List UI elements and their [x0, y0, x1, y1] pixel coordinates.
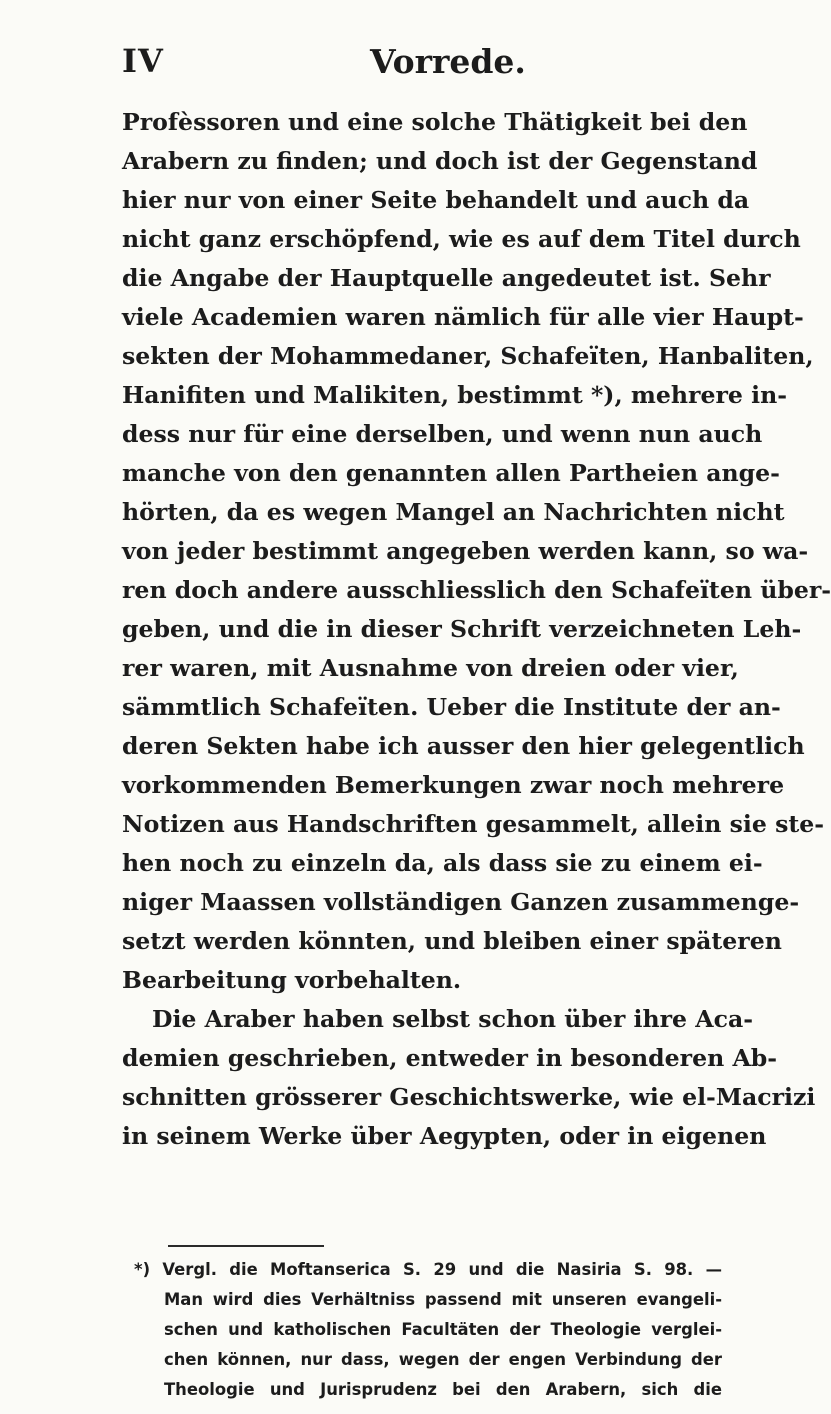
text-line: ren doch andere ausschliesslich den Schafeïten über-	[122, 576, 831, 604]
text-line: in seinem Werke über Aegypten, oder in eigenen	[122, 1122, 767, 1150]
text-line: rer waren, mit Ausnahme von dreien oder vier,	[122, 654, 739, 682]
text-line: hörten, da es wegen Mangel an Nachrichten nicht	[122, 498, 785, 526]
text-line: demien geschrieben, entweder in besonderen Ab-	[122, 1044, 778, 1072]
footnote-block	[122, 1255, 722, 1405]
footnote-divider	[168, 1245, 324, 1247]
text-line: niger Maassen vollständigen Ganzen zusammenge-	[122, 888, 800, 916]
footnote-line: schen und katholischen Facultäten der Theologie verglei-	[164, 1320, 722, 1339]
text-line: Notizen aus Handschriften gesammelt, allein sie ste-	[122, 810, 825, 838]
text-line: vorkommenden Bemerkungen zwar noch mehrere	[122, 771, 785, 799]
text-line: manche von den genannten allen Partheien ange-	[122, 459, 780, 487]
text-line: deren Sekten habe ich ausser den hier gelegentlich	[122, 732, 805, 760]
page-number: IV	[122, 42, 164, 80]
text-line: Arabern zu finden; und doch ist der Gegenstand	[122, 147, 758, 175]
main-text-block	[122, 103, 831, 1156]
footnote-line: Theologie und Jurisprudenz bei den Arabern, sich die	[164, 1380, 722, 1399]
text-line: Bearbeitung vorbehalten.	[122, 966, 462, 994]
text-line: viele Academien waren nämlich für alle vier Haupt-	[122, 303, 804, 331]
text-line: Profèssoren und eine solche Thätigkeit bei den	[122, 108, 748, 136]
footnote-line: chen können, nur dass, wegen der engen Verbindung der	[164, 1350, 722, 1369]
footnote-line: Man wird dies Verhältniss passend mit unseren evangeli-	[164, 1290, 722, 1309]
text-line: Hanifiten und Malikiten, bestimmt *), mehrere in-	[122, 381, 788, 409]
text-line: die Angabe der Hauptquelle angedeutet ist. Sehr	[122, 264, 771, 292]
text-line: sämmtlich Schafeïten. Ueber die Institute der an-	[122, 693, 781, 721]
text-line: nicht ganz erschöpfend, wie es auf dem Titel durch	[122, 225, 801, 253]
footnote-line: *) Vergl. die Moftanserica S. 29 und die Nasiria S. 98. —	[134, 1260, 722, 1279]
text-line: schnitten grösserer Geschichtswerke, wie el-Macrizi	[122, 1083, 816, 1111]
text-line: Die Araber haben selbst schon über ihre Aca-	[152, 1005, 754, 1033]
running-title: Vorrede.	[370, 42, 526, 81]
text-line: hier nur von einer Seite behandelt und auch da	[122, 186, 750, 214]
text-line: geben, und die in dieser Schrift verzeichneten Leh-	[122, 615, 802, 643]
text-line: setzt werden könnten, und bleiben einer späteren	[122, 927, 782, 955]
page-header	[122, 42, 714, 90]
text-line: dess nur für eine derselben, und wenn nun auch	[122, 420, 763, 448]
text-line: sekten der Mohammedaner, Schafeïten, Hanbaliten,	[122, 342, 814, 370]
text-line: von jeder bestimmt angegeben werden kann, so wa-	[122, 537, 809, 565]
text-line: hen noch zu einzeln da, als dass sie zu einem ei-	[122, 849, 763, 877]
